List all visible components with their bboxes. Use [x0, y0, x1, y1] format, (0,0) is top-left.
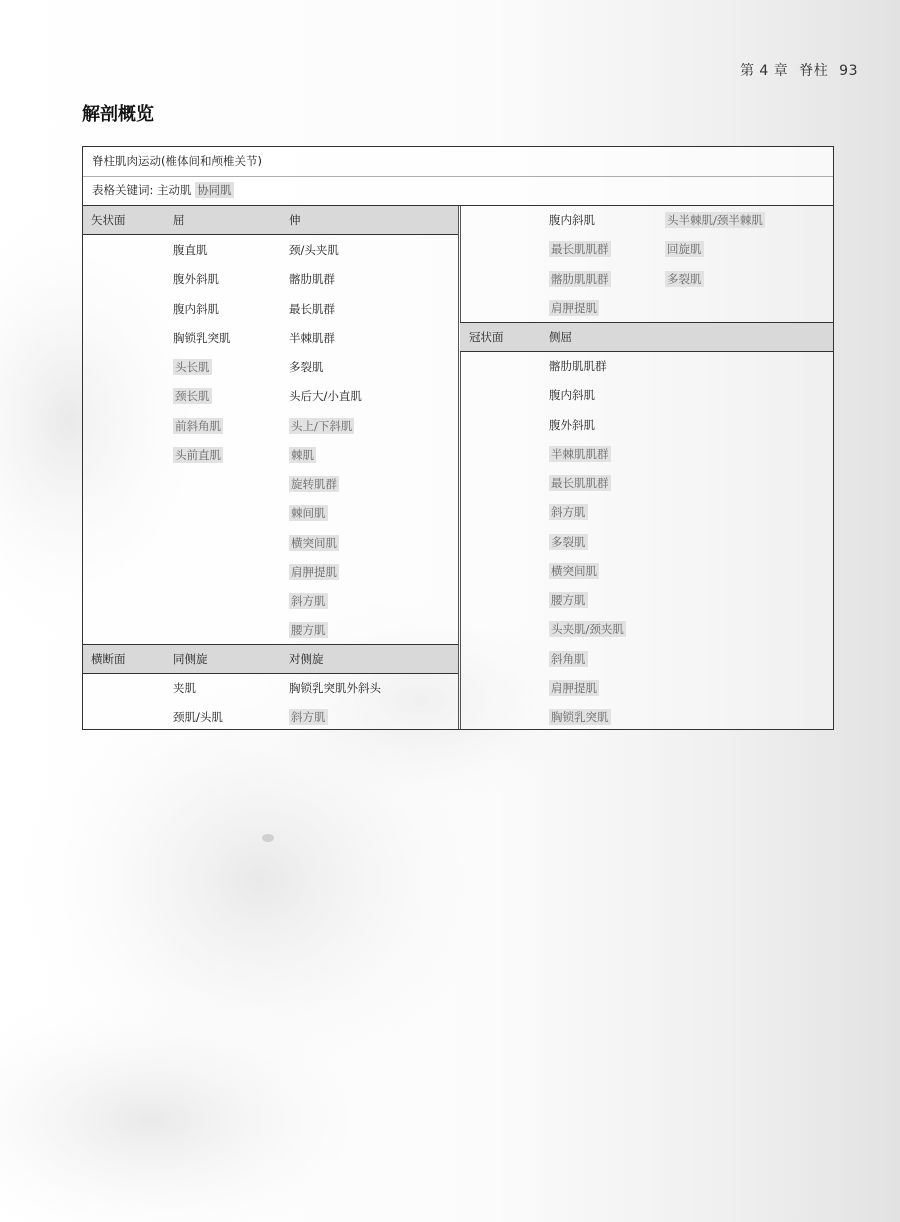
contralateral-rotator-1: 斜方肌 [291, 710, 326, 725]
left-column [83, 206, 459, 729]
extension-header: 伸 [289, 213, 301, 227]
ipsilateral-rotator-0: 夹肌 [173, 681, 196, 695]
extensor-muscle-5: 头后大/小直肌 [289, 389, 362, 404]
right-column [460, 206, 833, 729]
extensor-muscle-8: 旋转肌群 [291, 477, 337, 491]
extensor-muscle-7: 棘肌 [291, 447, 314, 462]
key-label: 表格关键词: [92, 183, 154, 197]
extensor-muscle-11: 肩胛提肌 [291, 564, 337, 579]
flexion-header: 屈 [173, 213, 185, 227]
lateral-flexor-muscle-5: 斜方肌 [551, 505, 586, 520]
flexor-muscle-4: 头长肌 [175, 360, 210, 374]
lateral-flexor-muscle-10: 斜角肌 [551, 651, 586, 666]
lateral-flexion-header: 侧屈 [549, 330, 572, 344]
lateral-flexor-muscle-6: 多裂肌 [551, 534, 586, 549]
extensor-muscle-4: 多裂肌 [289, 360, 324, 374]
coronal-plane-label: 冠状面 [469, 330, 504, 344]
key-secondary: 协同肌 [197, 183, 232, 197]
ipsilateral-header: 同侧旋 [173, 652, 208, 666]
flexor-muscle-5: 颈长肌 [175, 389, 210, 404]
extensor-muscle-13: 腰方肌 [291, 623, 326, 638]
table-caption: 脊柱肌肉运动(椎体间和颅椎关节) [83, 147, 833, 177]
extensor-muscle-9: 棘间肌 [291, 506, 326, 521]
extensor-cont-muscle-1: 最长肌肌群 [551, 242, 609, 257]
lateral-flexor-muscle-1: 腹内斜肌 [549, 388, 595, 403]
table-key [83, 176, 833, 206]
lateral-flexor-muscle-2: 腹外斜肌 [549, 417, 595, 432]
lateral-flexor-muscle-8: 腰方肌 [551, 593, 586, 607]
flexor-muscle-3: 胸锁乳突肌 [173, 330, 231, 345]
extensor-cont-muscle-0: 腹内斜肌 [549, 213, 595, 227]
flexor-muscle-2: 腹内斜肌 [173, 301, 219, 316]
flexor-muscle-0: 腹直肌 [173, 243, 208, 257]
flexor-muscle-6: 前斜角肌 [175, 418, 221, 433]
transverse-header-band [83, 644, 459, 674]
lateral-flexor-muscle-4: 最长肌肌群 [551, 476, 609, 490]
sagittal-plane-label: 矢状面 [91, 213, 126, 227]
extensor-cont-muscle-b-1: 回旋肌 [667, 242, 702, 257]
extensor-muscle-1: 髂肋肌群 [289, 272, 335, 287]
page-number: 93 [839, 63, 858, 79]
ipsilateral-rotator-1: 颈肌/头肌 [173, 710, 223, 725]
extensor-muscle-12: 斜方肌 [291, 594, 326, 608]
extensor-muscle-6: 头上/下斜肌 [291, 418, 353, 433]
extensor-muscle-2: 最长肌群 [289, 301, 335, 316]
key-primary: 主动肌 [157, 183, 192, 197]
extensor-cont-muscle-3: 肩胛提肌 [551, 300, 597, 315]
extensor-cont-muscle-2: 髂肋肌肌群 [551, 271, 609, 286]
contralateral-header: 对侧旋 [289, 652, 324, 666]
lateral-flexor-muscle-0: 髂肋肌肌群 [549, 359, 607, 373]
flexor-muscle-1: 腹外斜肌 [173, 272, 219, 287]
flexor-muscle-7: 头前直肌 [175, 447, 221, 462]
section-label: 脊柱 [799, 63, 829, 79]
extensor-muscle-0: 颈/头夹肌 [289, 243, 339, 257]
extensor-cont-muscle-b-0: 头半棘肌/颈半棘肌 [667, 213, 763, 227]
extensor-cont-muscle-b-2: 多裂肌 [667, 271, 702, 286]
lateral-flexor-muscle-7: 横突间肌 [551, 563, 597, 578]
lateral-flexor-muscle-3: 半棘肌肌群 [551, 446, 609, 461]
transverse-plane-label: 横断面 [91, 652, 126, 666]
lateral-flexor-muscle-12: 胸锁乳突肌 [551, 710, 609, 724]
contralateral-rotator-0: 胸锁乳突肌外斜头 [289, 681, 381, 695]
coronal-header-band [460, 322, 833, 352]
lateral-flexor-muscle-11: 肩胛提肌 [551, 680, 597, 695]
extensor-muscle-10: 横突间肌 [291, 535, 337, 550]
lateral-flexor-muscle-9: 头夹肌/颈夹肌 [551, 622, 624, 637]
muscle-table [82, 146, 834, 730]
extensor-muscle-3: 半棘肌群 [289, 330, 335, 345]
page-header [734, 60, 858, 80]
chapter-label: 第 4 章 [739, 63, 789, 79]
section-title: 解剖概览 [82, 104, 154, 125]
sagittal-header-band [83, 206, 459, 235]
